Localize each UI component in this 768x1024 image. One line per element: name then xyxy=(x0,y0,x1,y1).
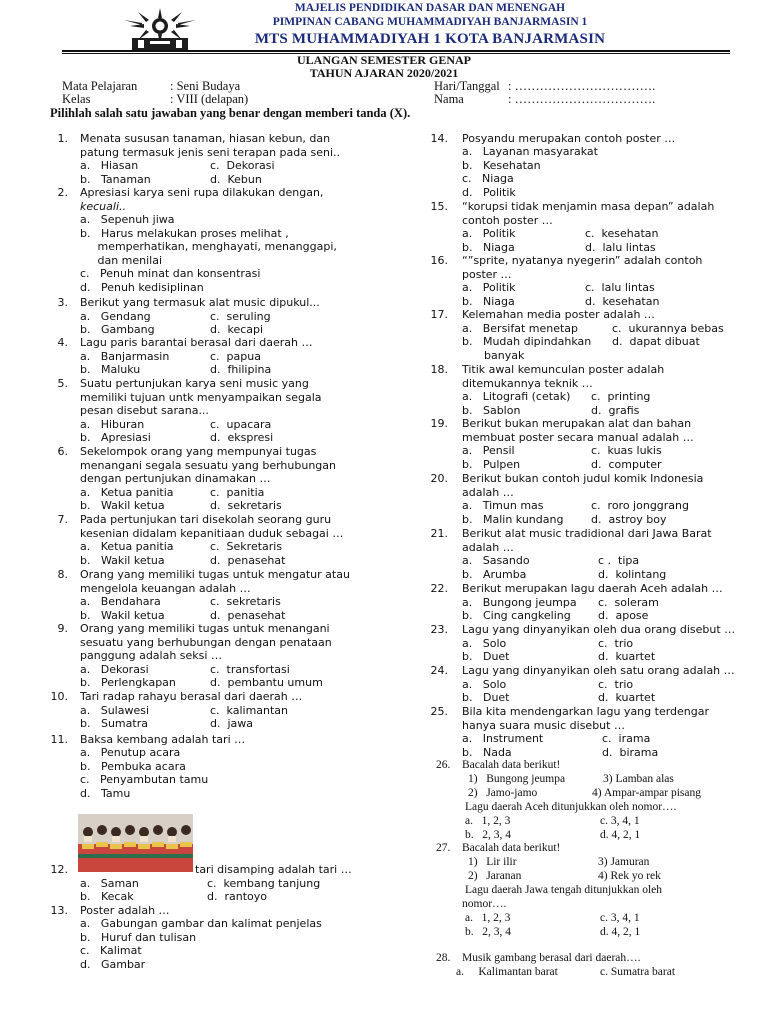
answer-option[interactable]: a. Litografi (cetak) xyxy=(462,390,571,404)
answer-option[interactable]: d. Penuh kedisiplinan xyxy=(80,281,204,294)
question-text: Berikut yang termasuk alat music dipukul... xyxy=(80,296,320,309)
question-text: patung termasuk jenis seni terapan pada seni.. xyxy=(80,145,340,159)
answer-option[interactable]: d. sekretaris xyxy=(210,499,282,513)
answer-option[interactable]: b. Cing cangkeling xyxy=(462,609,571,623)
answer-option[interactable]: a. Ketua panitia xyxy=(80,485,174,499)
question-number: 7. xyxy=(57,513,68,526)
answer-option[interactable]: a. Layanan masyarakat xyxy=(462,145,598,158)
subject-label: Mata Pelajaran xyxy=(62,79,138,93)
question-number: 8. xyxy=(57,568,68,581)
answer-option[interactable]: a. Ketua panitia xyxy=(80,540,174,554)
data-item: 2) Jamo-jamo xyxy=(468,787,538,799)
question-text: dengan pertunjukan dinamakan … xyxy=(80,472,271,486)
question-text: Bacalah data berikut! xyxy=(462,842,561,854)
answer-option[interactable]: d. grafis xyxy=(591,403,640,417)
answer-option[interactable]: b. Mudah dipindahkan xyxy=(462,335,592,349)
answer-option[interactable]: c. kuas lukis xyxy=(591,444,662,458)
answer-option[interactable]: a. Politik xyxy=(462,281,516,295)
question-number: 13. xyxy=(50,904,68,917)
question-text: pesan disebut sarana... xyxy=(80,404,209,418)
question-text: sesuatu yang berhubungan dengan penataan xyxy=(80,635,332,649)
data-item: 1) Bungong jeumpa xyxy=(468,773,566,785)
question-number: 17. xyxy=(430,308,448,321)
answer-option[interactable]: d. pembantu umum xyxy=(210,676,323,690)
question-number: 10. xyxy=(50,690,68,703)
answer-option[interactable]: a. Hiburan xyxy=(80,417,145,431)
answer-option[interactable]: a. Dekorasi xyxy=(80,662,149,676)
question-text: kesenian didalam kepanitiaan duduk sebagai … xyxy=(80,526,344,540)
question-number: 3. xyxy=(57,296,68,309)
answer-option[interactable]: b. Perlengkapan xyxy=(80,676,176,690)
question-number: 21. xyxy=(430,527,448,540)
answer-option[interactable]: b. Malin kundang xyxy=(462,512,564,526)
answer-option[interactable]: c . tipa xyxy=(598,554,640,568)
question-text: Lagu paris barantai berasal dari daerah … xyxy=(80,336,313,349)
answer-option[interactable]: c. trio xyxy=(598,677,634,691)
answer-option[interactable]: c. ukurannya bebas xyxy=(612,321,724,335)
question-text: Lagu yang dinyanyikan oleh dua orang disebut … xyxy=(462,623,736,636)
answer-option[interactable]: c. trio xyxy=(598,636,634,650)
question-text: Berikut alat music tradidional dari Jawa Barat xyxy=(462,527,712,540)
answer-option[interactable]: c. 3, 4, 1 xyxy=(600,815,640,827)
answer-option[interactable]: d. 4, 2, 1 xyxy=(600,829,641,841)
answer-option[interactable]: b. 2, 3, 4 xyxy=(465,829,511,841)
answer-option[interactable]: c. kesehatan xyxy=(585,227,659,241)
answer-option[interactable]: b. Wakil ketua xyxy=(80,499,165,513)
answer-option[interactable]: d. kuartet xyxy=(598,691,656,705)
answer-option[interactable]: c. Penyambutan tamu xyxy=(80,773,209,787)
answer-option[interactable]: c. Sekretaris xyxy=(210,540,283,554)
data-item: 3) Jamuran xyxy=(598,856,650,868)
question-number: 14. xyxy=(430,132,448,145)
question-text: memiliki tujuan untk menyampaikan segala xyxy=(80,390,322,404)
answer-option[interactable]: b. Niaga xyxy=(462,240,515,254)
question-text: adalah … xyxy=(462,485,514,499)
name-field[interactable]: : ……………………………. xyxy=(508,92,656,106)
answer-option[interactable]: c. Kalimat xyxy=(80,944,142,958)
question-text: Berikut merupakan lagu daerah Aceh adalah … xyxy=(462,582,723,595)
answer-option[interactable]: d. Politik xyxy=(462,185,516,199)
answer-option[interactable]: dan menilai xyxy=(80,253,163,267)
question-text: Musik gambang berasal dari daerah…. xyxy=(462,952,641,964)
dance-photo xyxy=(78,814,193,872)
subject-value: : Seni Budaya xyxy=(170,79,241,93)
date-field[interactable]: : ……………………………. xyxy=(508,79,656,93)
question-number: 12. xyxy=(50,863,68,876)
data-item: 4) Rek yo rek xyxy=(598,870,661,882)
answer-option[interactable]: b. Harus melakukan proses melihat , xyxy=(80,226,289,240)
answer-option[interactable]: a. 1, 2, 3 xyxy=(465,815,511,827)
question-number: 15. xyxy=(430,200,448,213)
answer-option[interactable]: d. rantoyo xyxy=(207,890,267,904)
answer-option[interactable]: memperhatikan, menghayati, menanggapi, xyxy=(80,240,337,254)
answer-option[interactable]: a. Sepenuh jiwa xyxy=(80,213,175,226)
question-text: Titik awal kemunculan poster adalah xyxy=(462,363,665,376)
question-text: Poster adalah … xyxy=(80,904,170,917)
question-text: hanya suara music disebut … xyxy=(462,718,625,732)
question-number: 22. xyxy=(430,582,448,595)
answer-option[interactable]: a. Bungong jeumpa xyxy=(462,595,577,609)
answer-option[interactable]: a. Solo xyxy=(462,636,507,650)
answer-option[interactable]: b. Gambang xyxy=(80,323,155,337)
answer-option[interactable]: d. kolintang xyxy=(598,567,667,581)
question-text: Tari radap rahayu berasal dari daerah … xyxy=(80,690,303,703)
question-number: 19. xyxy=(430,417,448,430)
answer-option[interactable]: a. Gabungan gambar dan kalimat penjelas xyxy=(80,917,322,930)
answer-option[interactable]: c. irama xyxy=(602,732,651,746)
answer-option[interactable]: a. Kalimantan barat xyxy=(456,966,558,978)
question-number: 2. xyxy=(57,186,68,199)
question-number: 23. xyxy=(430,623,448,636)
answer-option[interactable]: b. Wakil ketua xyxy=(80,553,165,567)
question-text: menangani segala sesuatu yang berhubungan xyxy=(80,458,336,472)
answer-option[interactable]: c. seruling xyxy=(210,309,271,323)
question-number: 9. xyxy=(57,622,68,635)
question-text: Kelemahan media poster adalah … xyxy=(462,308,655,321)
question-number: 16. xyxy=(430,254,448,267)
answer-option-continued: banyak xyxy=(484,349,525,362)
question-text: Lagu daerah Aceh ditunjukkan oleh nomor…. xyxy=(465,801,677,813)
exam-year: TAHUN AJARAN 2020/2021 xyxy=(309,66,459,80)
answer-option[interactable]: a. Gendang xyxy=(80,309,151,323)
answer-option[interactable]: d. ekspresi xyxy=(210,431,274,445)
question-number: 1. xyxy=(57,132,68,145)
question-text: Posyandu merupakan contoh poster … xyxy=(462,132,676,145)
answer-option[interactable]: b. Arumba xyxy=(462,567,527,581)
answer-option[interactable]: b. Kesehatan xyxy=(462,158,541,172)
answer-option[interactable]: b. Kecak xyxy=(80,890,134,904)
header-line-2: PIMPINAN CABANG MUHAMMADIYAH BANJARMASIN 1 xyxy=(272,16,588,28)
answer-option[interactable]: d. 4, 2, 1 xyxy=(600,926,641,938)
data-item: 4) Ampar-ampar pisang xyxy=(592,787,701,799)
answer-option[interactable]: b. Sumatra xyxy=(80,717,148,731)
school-name: MTS MUHAMMADIYAH 1 KOTA BANJARMASIN xyxy=(254,31,606,47)
question-text: Bila kita mendengarkan lagu yang terdengar xyxy=(462,705,710,718)
answer-option[interactable]: d. birama xyxy=(602,745,659,759)
question-text: Menata sususan tanaman, hiasan kebun, dan xyxy=(80,132,331,145)
data-item: 2) Jaranan xyxy=(468,870,522,882)
question-number: 27. xyxy=(436,842,451,854)
answer-option[interactable]: d. Kebun xyxy=(210,172,262,186)
answer-option[interactable]: a. Solo xyxy=(462,677,507,691)
answer-option[interactable]: a. Penutup acara xyxy=(80,746,181,759)
question-number: 20. xyxy=(430,472,448,485)
answer-option[interactable]: d. dapat dibuat xyxy=(612,335,700,349)
answer-option[interactable]: d. lalu lintas xyxy=(585,240,656,254)
answer-option[interactable]: b. Duet xyxy=(462,691,510,705)
answer-option[interactable]: c. panitia xyxy=(210,485,265,499)
data-item: 1) Lir ilir xyxy=(468,856,517,868)
answer-option[interactable]: d. penasehat xyxy=(210,553,286,567)
answer-option[interactable]: b. Tanaman xyxy=(80,172,151,186)
question-number: 11. xyxy=(50,733,68,746)
instruction: Pilihlah salah satu jawaban yang benar dengan memberi tanda (X). xyxy=(50,106,411,120)
question-number: 24. xyxy=(430,664,448,677)
question-text: kecuali.. xyxy=(80,199,127,213)
question-number: 28. xyxy=(436,952,451,964)
answer-option[interactable]: d. Gambar xyxy=(80,957,146,971)
question-text: nomor…. xyxy=(462,898,507,910)
question-text: Bacalah data berikut! xyxy=(462,759,561,771)
question-text: Orang yang memiliki tugas untuk menangani xyxy=(80,622,330,635)
answer-option[interactable]: a. Sulawesi xyxy=(80,703,150,717)
question-text: Apresiasi karya seni rupa dilakukan dengan, xyxy=(80,186,324,199)
answer-option[interactable]: a. Pensil xyxy=(462,444,515,458)
answer-option[interactable]: c. papua xyxy=(210,349,261,363)
answer-option[interactable]: d. Tamu xyxy=(80,786,131,800)
answer-option[interactable]: c. upacara xyxy=(210,417,272,431)
exam-title: ULANGAN SEMESTER GENAP xyxy=(296,53,472,67)
class-label: Kelas xyxy=(62,92,91,106)
answer-option[interactable]: a. 1, 2, 3 xyxy=(465,912,511,924)
answer-option[interactable]: d. kesehatan xyxy=(585,294,660,308)
answer-option[interactable]: c. roro jonggrang xyxy=(591,499,689,513)
answer-option[interactable]: d. jawa xyxy=(210,717,254,731)
answer-option[interactable]: a. Hiasan xyxy=(80,159,139,173)
answer-option[interactable]: b. Huruf dan tulisan xyxy=(80,930,197,944)
header-rule xyxy=(62,50,730,52)
answer-option[interactable]: c. kalimantan xyxy=(210,703,289,717)
answer-option[interactable]: c. printing xyxy=(591,390,651,404)
question-text: Berikut bukan contoh judul komik Indonesia xyxy=(462,472,704,485)
question-text: Sekelompok orang yang mempunyai tugas xyxy=(80,445,317,458)
question-text: membuat poster secara manual adalah … xyxy=(462,430,694,444)
answer-option[interactable]: c. sekretaris xyxy=(210,595,281,609)
answer-option[interactable]: c. Dekorasi xyxy=(210,159,275,173)
answer-option[interactable]: a. Sasando xyxy=(462,554,530,568)
date-label: Hari/Tanggal xyxy=(434,79,500,93)
answer-option[interactable]: b. Wakil ketua xyxy=(80,608,165,622)
answer-option[interactable]: b. Nada xyxy=(462,745,512,759)
answer-option[interactable]: c. Sumatra barat xyxy=(600,966,676,978)
question-number: 26. xyxy=(436,759,451,771)
question-text: Pada pertunjukan tari disekolah seorang guru xyxy=(80,513,332,526)
question-text: panggung adalah seksi … xyxy=(80,649,222,663)
question-text: mengelola keuangan adalah … xyxy=(80,581,251,595)
answer-option[interactable]: b. 2, 3, 4 xyxy=(465,926,511,938)
question-number: 6. xyxy=(57,445,68,458)
question-text: Lagu yang dinyanyikan oleh satu orang adalah … xyxy=(462,664,735,677)
header-line-1: MAJELIS PENDIDIKAN DASAR DAN MENENGAH xyxy=(294,2,566,14)
class-value: : VIII (delapan) xyxy=(170,92,249,106)
answer-option[interactable]: c. kembang tanjung xyxy=(207,876,321,890)
answer-option[interactable]: c. soleram xyxy=(598,595,659,609)
answer-option[interactable]: a. Instrument xyxy=(462,732,544,746)
answer-option[interactable]: d. fhilipina xyxy=(210,363,272,377)
answer-option[interactable]: d. kuartet xyxy=(598,650,656,664)
answer-option[interactable]: d. astroy boy xyxy=(591,512,667,526)
answer-option[interactable]: c. Penuh minat dan konsentrasi xyxy=(80,267,261,281)
data-item: 3) Lamban alas xyxy=(603,773,674,785)
question-text: contoh poster … xyxy=(462,213,553,227)
answer-option[interactable]: c. transfortasi xyxy=(210,662,290,676)
question-text: “”sprite, nyatanya nyegerin” adalah contoh xyxy=(462,254,703,267)
answer-option[interactable]: d. penasehat xyxy=(210,608,286,622)
answer-option[interactable]: b. Pulpen xyxy=(462,457,521,471)
answer-option[interactable]: a. Banjarmasin xyxy=(80,349,170,363)
answer-option[interactable]: b. Niaga xyxy=(462,294,515,308)
question-number: 5. xyxy=(57,377,68,390)
question-text: Berikut bukan merupakan alat dan bahan xyxy=(462,417,692,430)
question-text: ditemukannya teknik … xyxy=(462,376,593,390)
question-text: Baksa kembang adalah tari … xyxy=(80,733,246,746)
answer-option[interactable]: b. Pembuka acara xyxy=(80,759,186,773)
answer-option[interactable]: d. apose xyxy=(598,609,649,623)
answer-option[interactable]: a. Saman xyxy=(80,876,139,890)
answer-option[interactable]: d. computer xyxy=(591,457,662,471)
answer-option[interactable]: a. Bendahara xyxy=(80,595,161,609)
question-text: Lagu daerah Jawa tengah ditunjukkan oleh xyxy=(465,884,663,896)
question-text: adalah … xyxy=(462,540,514,554)
question-text: Orang yang memiliki tugas untuk mengatur atau xyxy=(80,568,350,581)
answer-option[interactable]: d. kecapi xyxy=(210,323,264,337)
question-number: 4. xyxy=(57,336,68,349)
question-text: “korupsi tidak menjamin masa depan” adalah xyxy=(462,200,715,213)
answer-option[interactable]: b. Apresiasi xyxy=(80,431,151,445)
answer-option[interactable]: c. lalu lintas xyxy=(585,281,655,295)
question-text: poster … xyxy=(462,267,512,281)
answer-option[interactable]: a. Timun mas xyxy=(462,499,544,513)
answer-option[interactable]: c. 3, 4, 1 xyxy=(600,912,640,924)
name-label: Nama xyxy=(434,92,464,106)
answer-option[interactable]: b. Duet xyxy=(462,650,510,664)
answer-option[interactable]: a. Bersifat menetap xyxy=(462,321,579,335)
answer-option[interactable]: b. Maluku xyxy=(80,363,141,377)
answer-option[interactable]: b. Sablon xyxy=(462,403,521,417)
question-number: 18. xyxy=(430,363,448,376)
answer-option[interactable]: c. Niaga xyxy=(462,172,514,186)
answer-option[interactable]: a. Politik xyxy=(462,227,516,241)
question-text: tari disamping adalah tari … xyxy=(195,863,352,876)
question-number: 25. xyxy=(430,705,448,718)
question-text: Suatu pertunjukan karya seni music yang xyxy=(80,377,309,390)
